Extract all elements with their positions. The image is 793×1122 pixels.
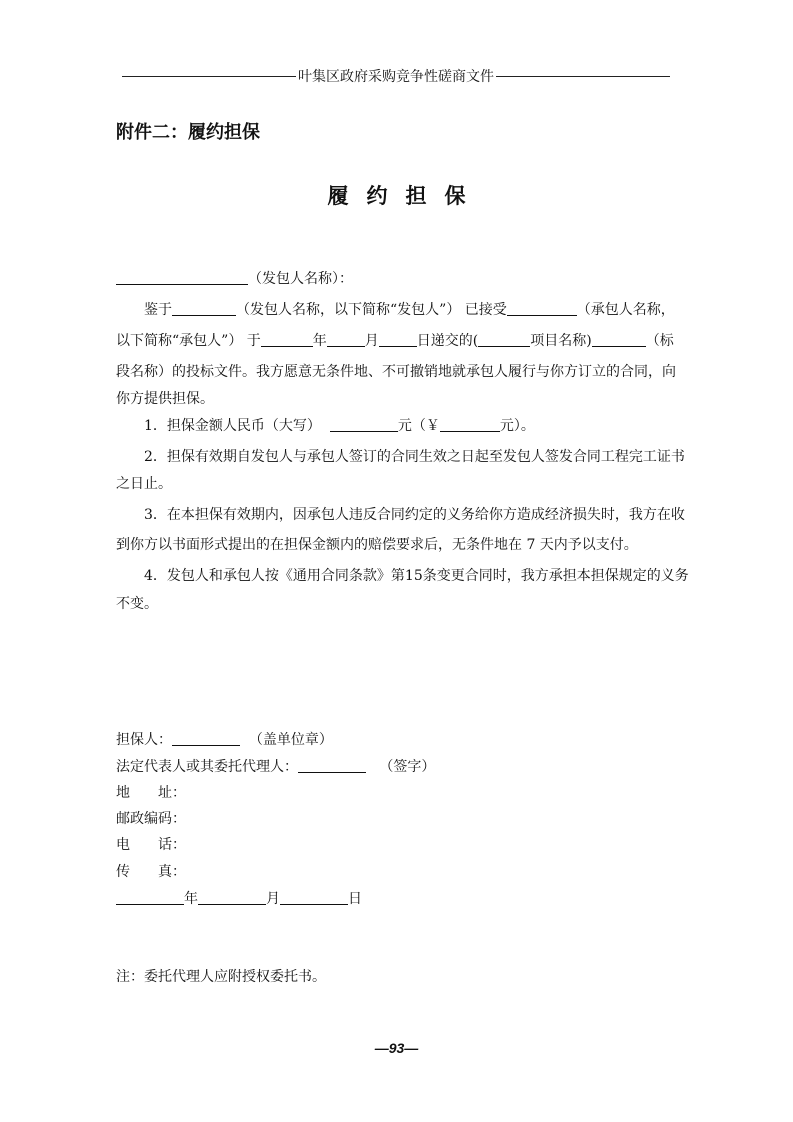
fax-label: 传 真： (116, 864, 186, 880)
para1-line1: 鉴于 （发包人名称，以下简称“发包人”） 已接受 （承包人名称， (144, 302, 675, 318)
blank-amount-figures[interactable] (440, 417, 500, 432)
page-header (122, 66, 670, 86)
addressee-line (116, 268, 353, 288)
blank-date-day[interactable] (280, 890, 348, 905)
item1-line: 1．担保金额人民币（大写） 元（￥ 元）。 (144, 418, 535, 434)
address-label: 地 址： (116, 785, 186, 801)
blank-day[interactable] (379, 332, 417, 347)
item2-line2: 之日止。 (116, 476, 172, 492)
phone-label: 电 话： (116, 837, 186, 853)
blank-representative[interactable] (298, 758, 366, 773)
blank-guarantor[interactable] (172, 731, 240, 746)
page-number: —93— (374, 1040, 419, 1056)
postcode-label: 邮政编码： (116, 811, 186, 827)
blank-employer[interactable] (172, 301, 236, 316)
blank-project[interactable] (478, 332, 530, 347)
item4-line2: 不变。 (116, 596, 158, 612)
document-title: 履约担保 (327, 183, 484, 208)
blank-month[interactable] (327, 332, 365, 347)
blank-date-year[interactable] (116, 890, 184, 905)
item4-line1: 4．发包人和承包人按《通用合同条款》第15条变更合同时，我方承担本担保规定的义务 (144, 568, 689, 584)
item2-line1: 2．担保有效期自发包人与承包人签订的合同生效之日起至发包人签发合同工程完工证书 (144, 449, 685, 465)
header-rule-left (122, 76, 296, 77)
blank-date-month[interactable] (198, 890, 266, 905)
para1-line3: 段名称）的投标文件。我方愿意无条件地、不可撤销地就承包人履行与你方订立的合同，向 (116, 364, 676, 380)
date-line: 年 月 日 (116, 888, 362, 908)
addressee-suffix: （发包人名称）： (248, 271, 353, 287)
blank-contractor[interactable] (507, 301, 577, 316)
guarantor-line: 担保人： （盖单位章） (116, 732, 333, 748)
item3-line2: 到你方以书面形式提出的在担保金额内的赔偿要求后，无条件地在 7 天内予以支付。 (116, 537, 638, 553)
para1-line4: 你方提供担保。 (116, 391, 214, 407)
item3-line1: 3．在本担保有效期内，因承包人违反合同约定的义务给你方造成经济损失时，我方在收 (144, 507, 685, 523)
blank-employer-name[interactable] (116, 270, 248, 285)
blank-amount-words[interactable] (330, 417, 398, 432)
representative-line: 法定代表人或其委托代理人： （签字） (116, 759, 436, 775)
header-title: 叶集区政府采购竞争性磋商文件 (298, 69, 494, 85)
para1-line2: 以下简称“承包人”） 于 年 月 日递交的( 项目名称) （标 (116, 333, 674, 349)
footnote: 注：委托代理人应附授权委托书。 (116, 969, 326, 985)
blank-section[interactable] (592, 332, 646, 347)
header-rule-right (496, 76, 670, 77)
blank-year[interactable] (261, 332, 313, 347)
attachment-title: 附件二：履约担保 (116, 122, 260, 143)
